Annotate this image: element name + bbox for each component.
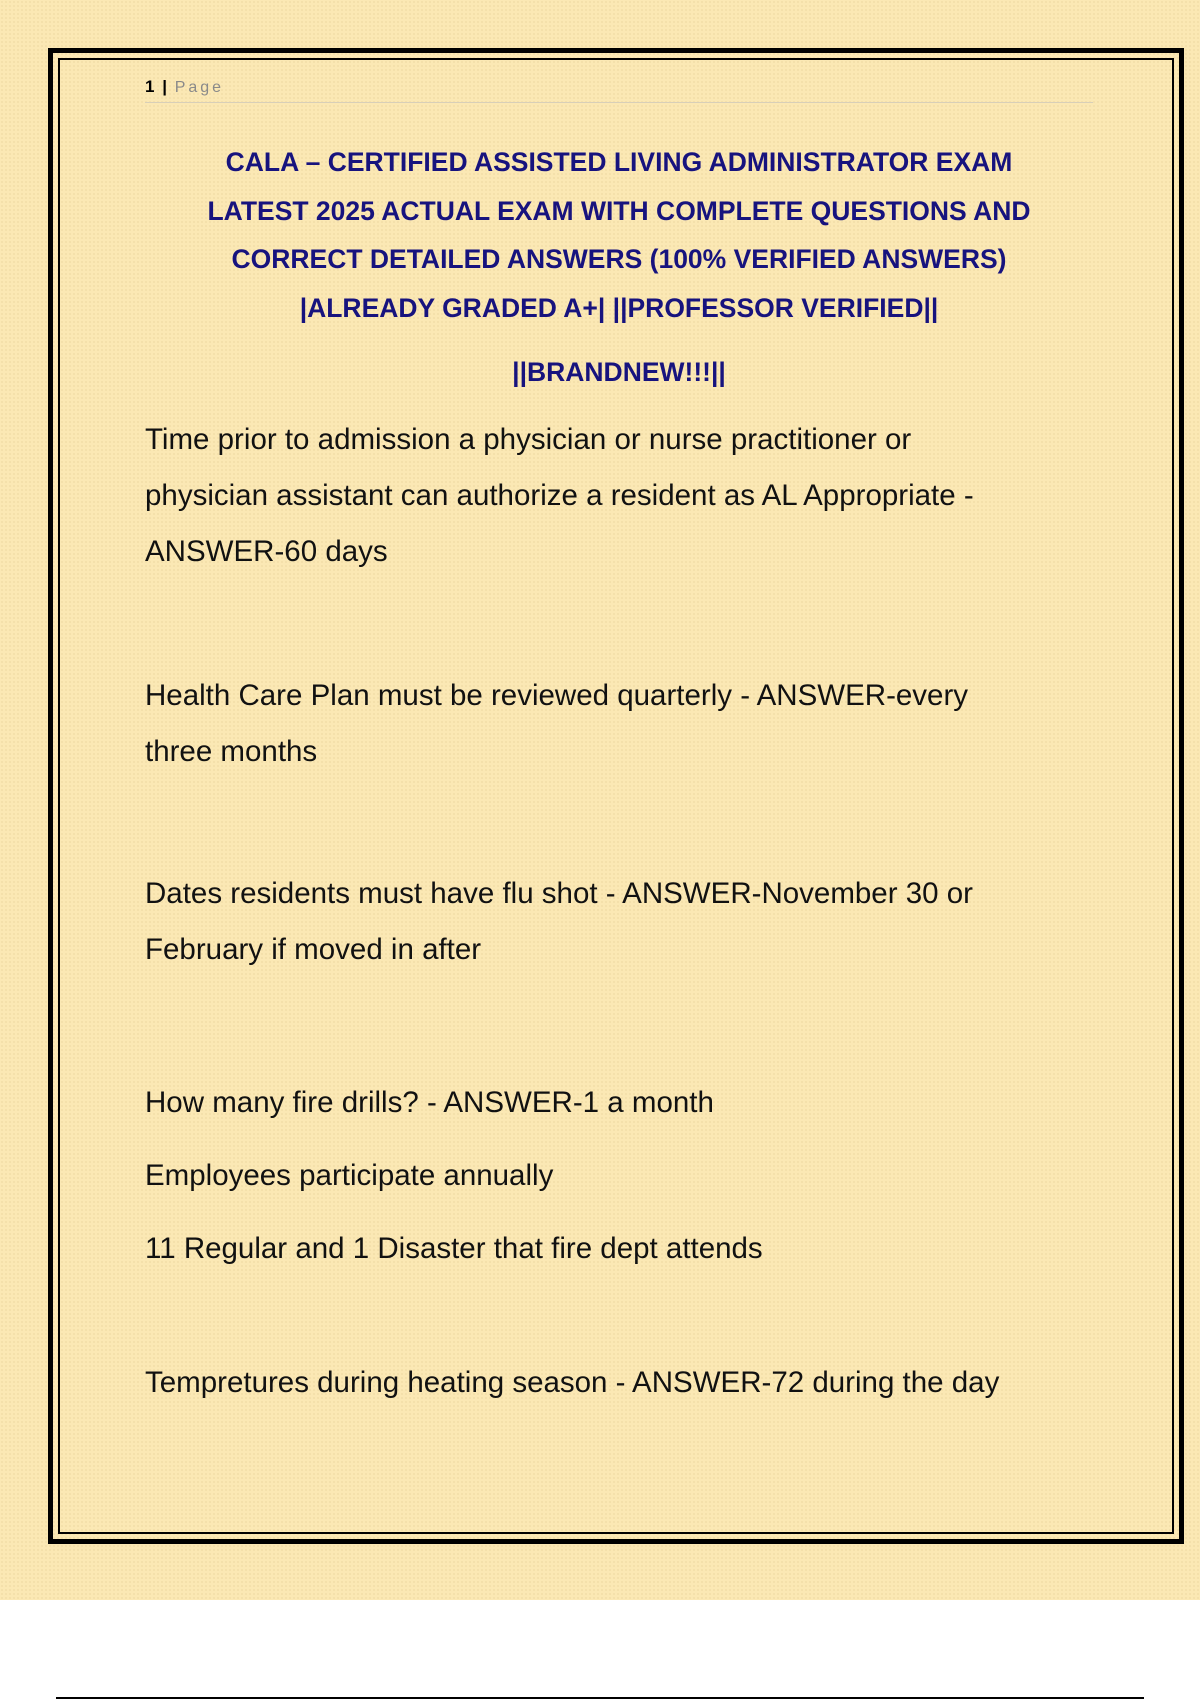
qa-line: ANSWER-60 days bbox=[145, 535, 388, 568]
page-separator: | bbox=[162, 77, 167, 96]
title-line-4: |ALREADY GRADED A+| ||PROFESSOR VERIFIED|| bbox=[299, 292, 939, 323]
title-line-2: LATEST 2025 ACTUAL EXAM WITH COMPLETE QUESTIONS AND bbox=[207, 195, 1031, 226]
title-line-1: CALA – CERTIFIED ASSISTED LIVING ADMINISTRATOR EXAM bbox=[225, 147, 1013, 177]
qa-line: February if moved in after bbox=[145, 933, 482, 966]
next-page-rule bbox=[56, 1697, 1144, 1699]
qa-item-flu-shot bbox=[145, 866, 1095, 978]
qa-item-heating-temperatures bbox=[145, 1355, 1095, 1411]
document-title bbox=[145, 138, 1093, 332]
qa-item-health-care-plan bbox=[145, 668, 1095, 780]
qa-item-fire-drills bbox=[145, 1066, 1095, 1285]
qa-line: Employees participate annually bbox=[145, 1159, 554, 1192]
qa-line: three months bbox=[145, 735, 318, 768]
qa-line: Tempretures during heating season - ANSWER-72 during the day bbox=[145, 1366, 1000, 1399]
qa-line: Health Care Plan must be reviewed quarterly - ANSWER-every bbox=[145, 679, 969, 712]
page-number: 1 bbox=[145, 77, 155, 96]
qa-line: Dates residents must have flu shot - ANSWER-November 30 or bbox=[145, 877, 973, 910]
title-line-3: CORRECT DETAILED ANSWERS (100% VERIFIED ANSWERS) bbox=[231, 244, 1007, 274]
qa-line: How many fire drills? - ANSWER-1 a month bbox=[145, 1086, 714, 1119]
page-header bbox=[145, 74, 1093, 103]
qa-line: Time prior to admission a physician or nurse practitioner or bbox=[145, 423, 912, 456]
document-subtitle: ||BRANDNEW!!!|| bbox=[512, 357, 726, 387]
page-label: Page bbox=[174, 79, 225, 96]
qa-line: physician assistant can authorize a resident as AL Appropriate - bbox=[145, 479, 974, 512]
qa-item-admission-authorization bbox=[145, 412, 1095, 580]
qa-line: 11 Regular and 1 Disaster that fire dept attends bbox=[145, 1232, 763, 1265]
